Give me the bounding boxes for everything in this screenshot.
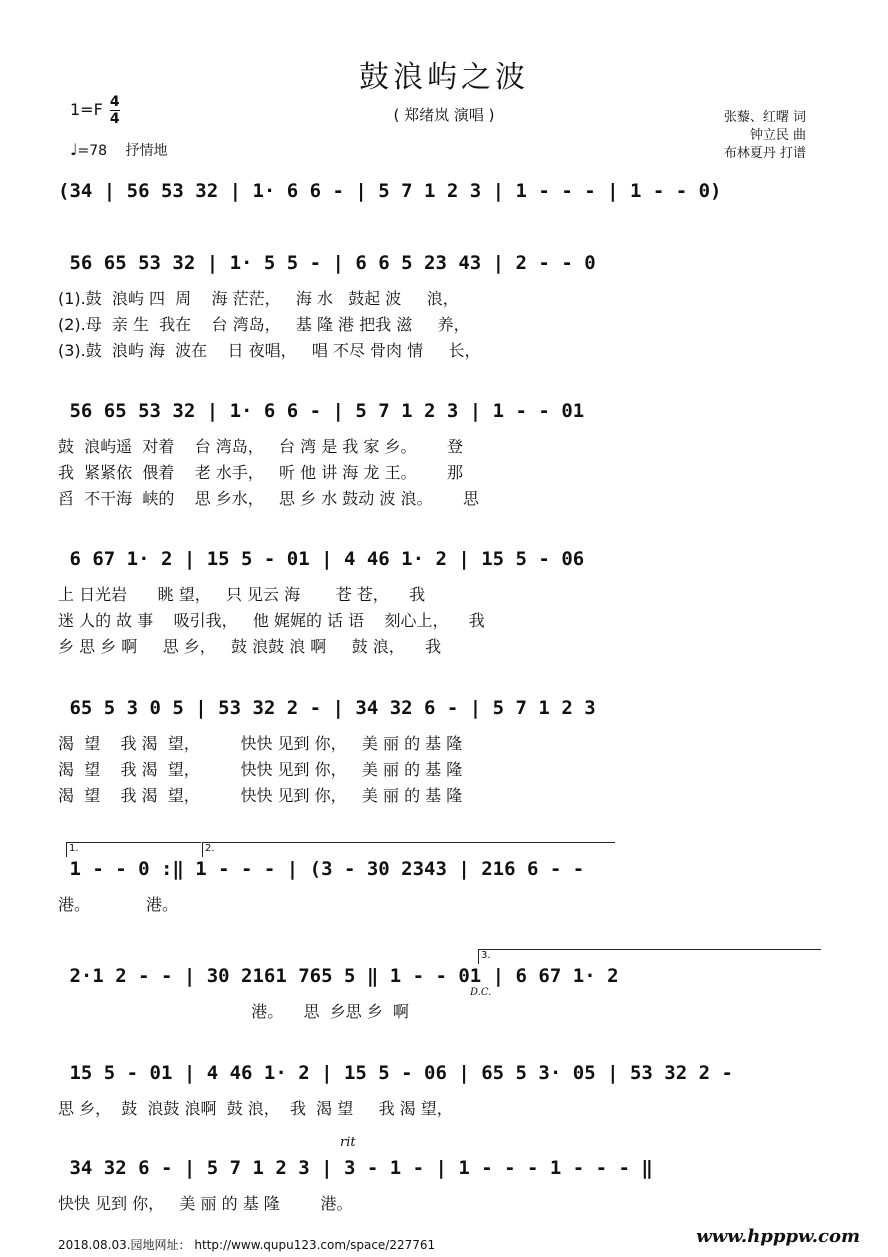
lyric-verse-1: 上 日光岩 眺 望， 只 见云 海 苍 苍， 我 [58,585,426,604]
notation-line: 56 65 53 32 | 1· 5 5 - | 6 6 5 23 43 | 2 - - 0 [58,252,608,274]
lyric-line: 快快 见到 你， 美 丽 的 基 隆 港。 [58,1194,353,1213]
lyric-verse-3: 渴 望 我 渴 望， 快快 见到 你， 美 丽 的 基 隆 [58,786,463,805]
notation-line: 15 5 - 01 | 4 46 1· 2 | 15 5 - 06 | 65 5 3· 05 | 53 32 2 - [58,1062,745,1084]
score-line-4 [58,548,828,658]
notation-line: 56 65 53 32 | 1· 6 6 - | 5 7 1 2 3 | 1 - - 01 [58,400,596,422]
score-line-1 [58,180,828,220]
lyric-verse-3: 乡 思 乡 啊 思 乡， 鼓 浪鼓 浪 啊 鼓 浪， 我 [58,637,442,656]
score-line-5 [58,697,828,807]
lyric-verse-1: 渴 望 我 渴 望， 快快 见到 你， 美 丽 的 基 隆 [58,734,463,753]
notation-line: 34 32 6 - | 5 7 1 2 3 | 3 - 1 - | 1 - - - 1 - - - ‖ [58,1157,653,1179]
footer-source: 2018.08.03.园地网址： http://www.qupu123.com/space/227761 [58,1238,436,1252]
tempo-value: =78 [77,143,108,159]
notation-line: 2·1 2 - - | 30 2161 765 5 ‖ 1 - - 01 | 6 67 1· 2 [58,965,630,987]
mood-marking: 抒情地 [125,143,168,159]
quarter-note-icon: ♩ [70,140,78,159]
lyric-line: 思 乡， 鼓 浪鼓 浪啊 鼓 浪， 我 渴 望 我 渴 望， [58,1099,453,1118]
meter-top: 4 [109,94,120,110]
volta-bracket-2: 2. [202,842,615,857]
site-watermark: www.hpppw.com [696,1226,860,1247]
score-line-3 [58,400,828,510]
notation-line: 6 67 1· 2 | 15 5 - 01 | 4 46 1· 2 | 15 5 - 06 [58,548,596,570]
lyric-verse-3: (3).鼓 浪屿 海 波在 日 夜唱， 唱 不尽 骨肉 情 长， [58,341,481,360]
da-capo-marking: D.C. [470,987,492,998]
singer-credit: ( 郑绪岚 演唱 ) [393,106,495,124]
lyric-verse-2: (2).母 亲 生 我在 台 湾岛， 基 隆 港 把我 滋 养， [58,315,470,334]
lyric-verse-2: 渴 望 我 渴 望， 快快 见到 你， 美 丽 的 基 隆 [58,760,463,779]
notation-line: 1 - - 0 :‖ 1 - - - | (3 - 30 2343 | 216 6 - - [58,858,596,880]
volta-bracket-3: 3. [478,949,821,964]
song-title: 鼓浪屿之波 [359,60,529,95]
lyric-line: 港。 思 乡思 乡 啊 [58,1002,410,1021]
lyric-verse-1: (1).鼓 浪屿 四 周 海 茫茫， 海 水 鼓起 波 浪， [58,289,459,308]
tempo-marking [70,140,168,160]
score-line-8 [58,1062,828,1122]
notation-line: (34 | 56 53 32 | 1· 6 6 - | 5 7 1 2 3 | 1 - - - | 1 - - 0) [58,180,722,202]
score-line-7 [58,950,828,1025]
transcriber-credit: 布林夏丹 打谱 [723,146,806,161]
score-line-6 [58,843,828,918]
lyric-verse-2: 我 紧紧依 偎着 老 水手， 听 他 讲 海 龙 王。 那 [58,463,463,482]
score-line-9 [58,1135,828,1217]
key-signature [70,94,120,127]
ritardando-marking: rit [340,1135,356,1150]
lyric-line: 港。 港。 [58,895,178,914]
lyric-verse-1: 鼓 浪屿遥 对着 台 湾岛， 台 湾 是 我 家 乡。 登 [58,437,463,456]
score-line-2 [58,252,828,362]
lyricist-credit: 张藜、红曙 词 [723,110,806,125]
notation-line: 65 5 3 0 5 | 53 32 2 - | 34 32 6 - | 5 7 1 2 3 [58,697,608,719]
key-label: 1=F [70,100,103,119]
volta-bracket-1: 1. [66,842,201,857]
meter-bottom: 4 [109,111,120,127]
lyric-verse-3: 舀 不干海 峡的 思 乡水， 思 乡 水 鼓动 波 浪。 思 [58,489,479,508]
composer-credit: 钟立民 曲 [749,128,806,143]
lyric-verse-2: 迷 人的 故 事 吸引我， 他 娓娓的 话 语 刻心上， 我 [58,611,485,630]
time-signature [110,94,120,127]
